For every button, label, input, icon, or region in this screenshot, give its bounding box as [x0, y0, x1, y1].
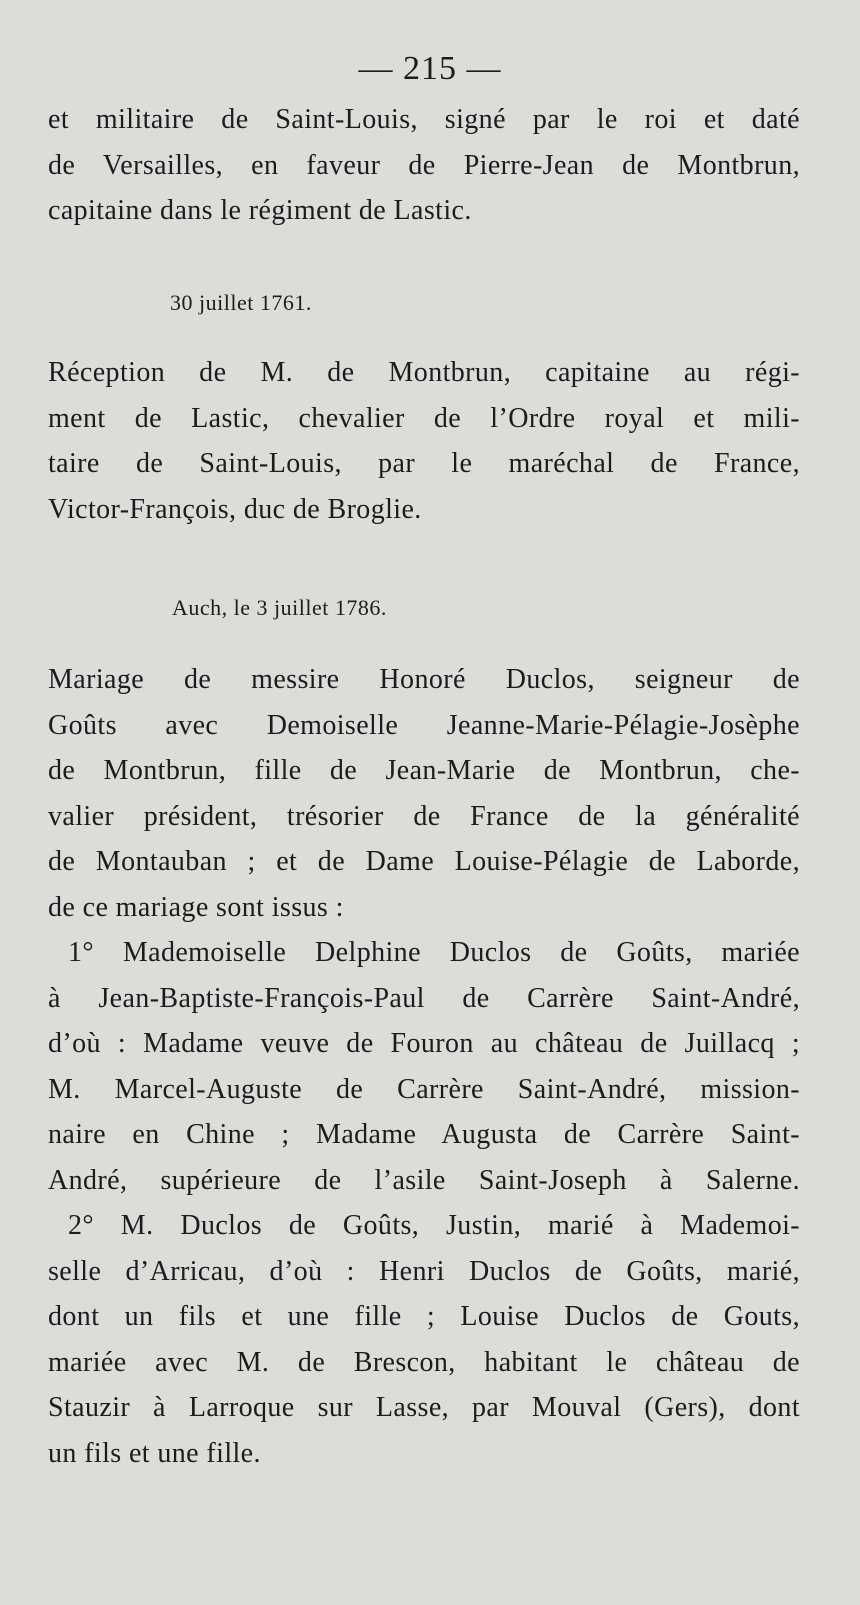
text-line: Réception de M. de Montbrun, capitaine au régi- — [48, 357, 800, 388]
text-line: 1° Mademoiselle Delphine Duclos de Goûts, mariée — [68, 937, 800, 968]
entry-date: 30 juillet 1761. — [170, 290, 312, 315]
text-line: ment de Lastic, chevalier de l’Ordre royal et mili- — [48, 402, 800, 434]
text-line: taire de Saint-Louis, par le maréchal de France, — [48, 448, 800, 479]
page-number: — 215 — — [358, 50, 502, 87]
text-line: d’où : Madame veuve de Fouron au château de Juillacq ; — [48, 1028, 800, 1059]
text-line: à Jean-Baptiste-François-Paul de Carrère Saint-André, — [48, 982, 800, 1014]
text-line: Goûts avec Demoiselle Jeanne-Marie-Pélagie-Josèphe — [48, 709, 800, 741]
text-line: Victor-François, duc de Broglie. — [48, 493, 422, 525]
paragraph-continuation — [48, 97, 800, 234]
text-line: de Versailles, en faveur de Pierre-Jean de Montbrun, — [48, 149, 800, 181]
text-line: Stauzir à Larroque sur Lasse, par Mouval (Gers), dont — [48, 1392, 800, 1423]
text-line: mariée avec M. de Brescon, habitant le château de — [48, 1346, 800, 1378]
text-line: Mariage de messire Honoré Duclos, seigneur de — [48, 664, 800, 695]
text-line: naire en Chine ; Madame Augusta de Carrère Saint- — [48, 1119, 800, 1150]
text-line: un fils et une fille. — [48, 1437, 261, 1469]
paragraph-reception — [48, 350, 800, 532]
text-line: de Montbrun, fille de Jean-Marie de Montbrun, che- — [48, 755, 800, 786]
paragraph-mariage — [48, 657, 800, 1476]
text-line: capitaine dans le régiment de Lastic. — [48, 195, 472, 226]
text-line: de Montauban ; et de Dame Louise-Pélagie de Laborde, — [48, 846, 800, 877]
text-line: M. Marcel-Auguste de Carrère Saint-André, mission- — [48, 1073, 800, 1105]
text-line: selle d’Arricau, d’où : Henri Duclos de Goûts, marié, — [48, 1255, 800, 1287]
text-line: et militaire de Saint-Louis, signé par le roi et daté — [48, 104, 800, 135]
text-line: valier président, trésorier de France de la généralité — [48, 800, 800, 832]
text-line: dont un fils et une fille ; Louise Duclos de Gouts, — [48, 1301, 800, 1332]
text-line: André, supérieure de l’asile Saint-Joseph à Salerne. — [48, 1164, 800, 1196]
entry-date: Auch, le 3 juillet 1786. — [172, 595, 387, 620]
text-line: de ce mariage sont issus : — [48, 891, 344, 923]
text-line: 2° M. Duclos de Goûts, Justin, marié à Mademoi- — [68, 1210, 800, 1241]
